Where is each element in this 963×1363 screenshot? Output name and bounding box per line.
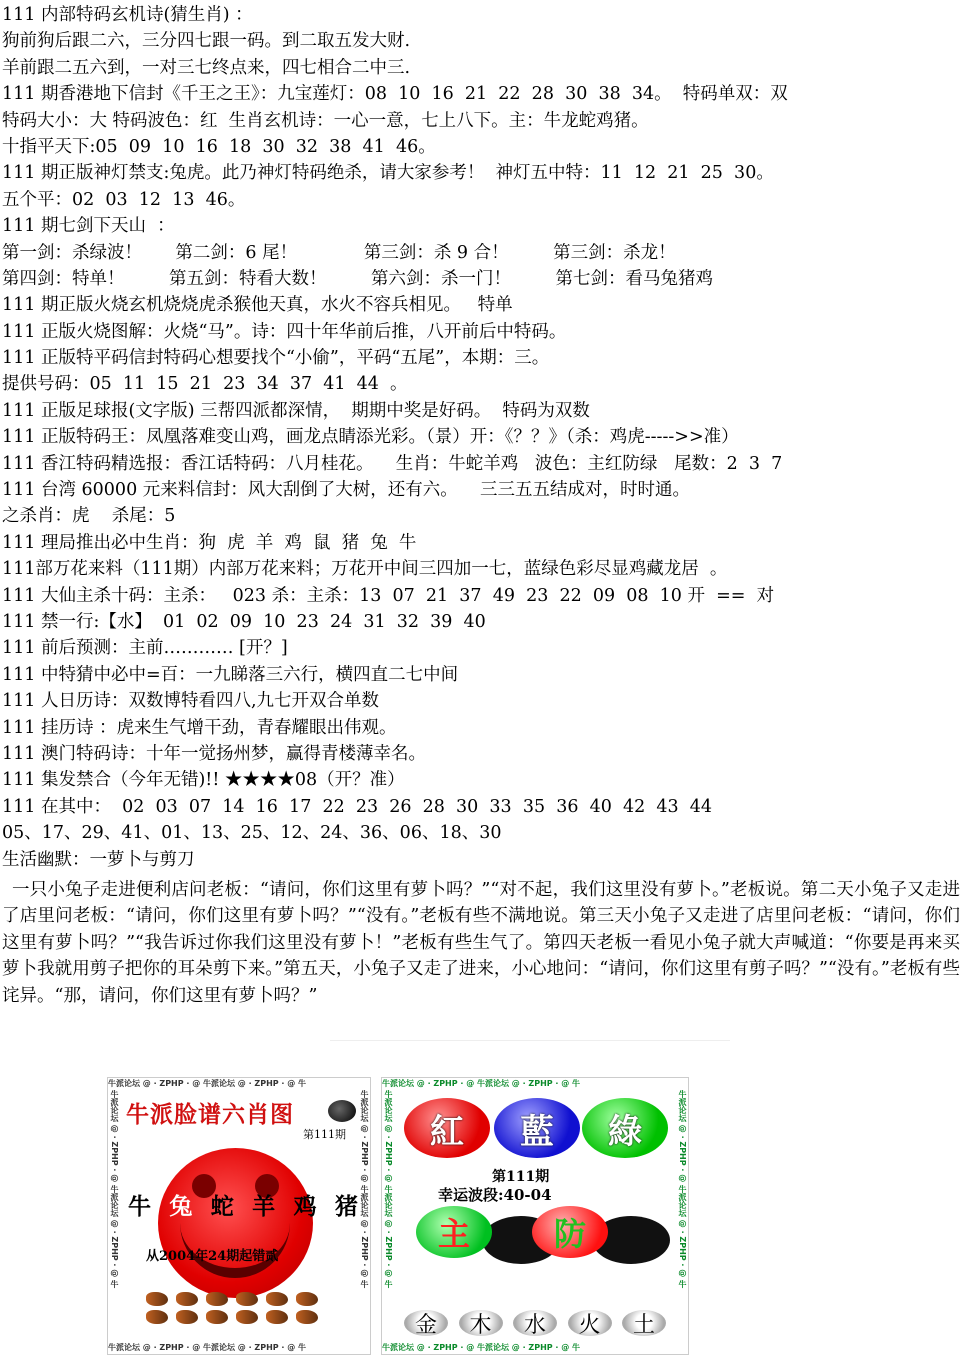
main-ball: 主 [416, 1206, 492, 1258]
animal-icons [146, 1292, 326, 1324]
animal-icon [296, 1310, 318, 1324]
zodiac-item: 蛇 [210, 1193, 234, 1220]
article-text [2, 2, 960, 873]
text-line: 111 大仙主杀十码：主杀： 023 杀：主杀：13 07 21 37 49 23 22 09 08 10 开 == 对 [2, 585, 775, 606]
zodiac-face-image [107, 1077, 371, 1355]
text-line: 111 期七剑下天山 ： [2, 216, 175, 237]
animal-icon [296, 1292, 318, 1306]
zodiac-item: 牛 [128, 1193, 151, 1220]
lucky-band: 幸运波段:40-04 [438, 1186, 552, 1204]
panel-title: 牛派脸谱六肖图 [126, 1102, 294, 1128]
text-line: 五个平：02 03 12 13 46。 [2, 189, 246, 210]
text-line: 111部万花来料（111期）内部万花来料；万花开中间三四加一七，蓝绿色彩尽显鸡藏龙居 。 [2, 559, 728, 580]
border-watermark-bottom: 牛派论坛 @ · ZPHP · @ 牛派论坛 @ · ZPHP · @ 牛 [382, 1343, 581, 1352]
text-line: 第一剑：杀绿波！ 第二剑：6 尾！ 第三剑：杀 9 合！ 第三剑：杀龙！ [2, 242, 676, 263]
text-line: 111 期正版火烧玄机烧烧虎杀猴他天真，水火不容兵相见。 特单 [2, 295, 513, 316]
text-line: 05、17、29、41、01、13、25、12、24、36、06、18、30 [2, 823, 502, 844]
text-line: 111 集发禁合（今年无错)!! ★★★★08（开？准） [2, 770, 405, 791]
animal-icon [236, 1292, 258, 1306]
joke-paragraph [2, 877, 960, 1009]
animal-icon [176, 1310, 198, 1324]
text-line: 十指平天下:05 09 10 16 18 30 32 38 41 46。 [2, 136, 436, 157]
five-elements [404, 1310, 666, 1336]
element-ball: 火 [568, 1310, 612, 1336]
border-watermark-right: 牛派论坛 @ · ZPHP · @ 牛派论坛 @ · ZPHP · @ 牛 [678, 1090, 687, 1289]
period-label: 第111期 [303, 1128, 346, 1141]
text-line: 111 在其中： 02 03 07 14 16 17 22 23 26 28 30 33 35 36 40 42 43 44 [2, 796, 713, 817]
zodiac-item: 羊 [252, 1193, 276, 1220]
black-ball-icon [328, 1100, 356, 1122]
text-line: 111 正版足球报(文字版) 三帮四派都深情， 期期中奖是好码。 特码为双数 [2, 400, 590, 421]
text-line: 111 香江特码精选报：香江话特码：八月桂花。 生肖：牛蛇羊鸡 波色：主红防绿 尾数：2 3 7 [2, 453, 783, 474]
text-line: 提供号码：05 11 15 21 23 34 37 41 44 。 [2, 374, 408, 395]
zodiac-list [128, 1188, 358, 1221]
text-line: 羊前跟二五六到，一对三七终点来，四七相合二中三. [2, 57, 411, 78]
text-line: 111 澳门特码诗：十年一觉扬州梦，赢得青楼薄幸名。 [2, 743, 426, 764]
text-line: 111 挂历诗 ：虎来生气增干劲，青春耀眼出伟观。 [2, 717, 397, 738]
text-line: 111 期香港地下信封《千王之王》：九宝莲灯：08 10 16 21 22 28 30 38 34。 特码单双：双 [2, 84, 788, 105]
border-watermark-top: 牛派论坛 @ · ZPHP · @ 牛派论坛 @ · ZPHP · @ 牛 [382, 1079, 581, 1088]
text-line: 111 期正版神灯禁支:兔虎。此乃神灯特码绝杀，请大家参考！ 神灯五中特：11 12 21 25 30。 [2, 163, 774, 184]
zodiac-item: 猪 [334, 1193, 358, 1220]
border-watermark-right: 牛派论坛 @ · ZPHP · @ 牛派论坛 @ · ZPHP · @ 牛 [360, 1090, 369, 1289]
joke-text: 一只小兔子走进便利店问老板：“请问，你们这里有萝卜吗？”“对不起，我们这里没有萝卜。”老板说。第二天小兔子又走进了店里问老板：“请问，你们这里有萝卜吗？”“没有。”老板有些不满地说。第三天小兔子又走进了店里问老板：“请问，你们这里有萝卜吗？”“我告诉过你我们这里没有萝卜！”老板有些生气了。第四天老板一看见小兔子就大声喊道：“你要是再来买萝卜我就用剪子把你的耳朵剪下来。”第五天，小兔子又走了进来，小心地问：“请问，你们这里有剪子吗？”“没有。”老板有些诧异。“那，请问，你们这里有萝卜吗？” [2, 880, 960, 1006]
element-ball: 土 [622, 1310, 666, 1336]
text-line: 狗前狗后跟二六，三分四七跟一码。到二取五发大财. [2, 31, 411, 52]
border-watermark-bottom: 牛派论坛 @ · ZPHP · @ 牛派论坛 @ · ZPHP · @ 牛 [108, 1343, 307, 1352]
divider [330, 1040, 730, 1041]
text-line: 111 正版特码王：凤凰落难变山鸡，画龙点睛添光彩。（景）开：《？？》（杀：鸡虎----->>准） [2, 427, 739, 448]
since-note: 从2004年24期起错贰 [146, 1249, 279, 1264]
text-line: 第四剑：特单！ 第五剑：特看大数！ 第六剑：杀一门！ 第七剑：看马兔猪鸡 [2, 268, 714, 289]
animal-icon [206, 1292, 228, 1306]
element-ball: 水 [513, 1310, 557, 1336]
zodiac-item: 兔 [169, 1193, 193, 1220]
animal-icon [146, 1310, 168, 1324]
smiley-face [158, 1148, 313, 1298]
text-line: 111 人日历诗：双数博特看四八,九七开双合单数 [2, 691, 380, 712]
text-line: 111 理局推出必中生肖：狗 虎 羊 鸡 鼠 猪 兔 牛 [2, 532, 417, 553]
animal-icon [266, 1292, 288, 1306]
text-line: 111 正版特平码信封特码心想要找个“小偷”，平码“五尾”，本期：三。 [2, 348, 550, 369]
text-line: 特码大小：大 特码波色：红 生肖玄机诗：一心一意，七上八下。主：牛龙蛇鸡猪。 [2, 110, 649, 131]
guard-ball: 防 [532, 1206, 608, 1258]
animal-icon [146, 1292, 168, 1306]
border-watermark-top: 牛派论坛 @ · ZPHP · @ 牛派论坛 @ · ZPHP · @ 牛 [108, 1079, 307, 1088]
text-line: 111 前后预测：主前………… [开？] [2, 638, 288, 659]
text-line: 111 台湾 60000 元来料信封：风大刮倒了大树，还有六。 三三五五结成对，时时通。 [2, 480, 691, 501]
text-line: 生活幽默：一萝卜与剪刀 [2, 849, 195, 870]
border-watermark-left: 牛派论坛 @ · ZPHP · @ 牛派论坛 @ · ZPHP · @ 牛 [384, 1090, 393, 1289]
animal-icon [236, 1310, 258, 1324]
text-line: 111 正版火烧图解：火烧“马”。诗：四十年华前后推，八开前后中特码。 [2, 321, 567, 342]
text-line: 111 禁一行:【水】 01 02 09 10 23 24 31 32 39 40 [2, 611, 486, 632]
text-line: 之杀肖：虎 杀尾：5 [2, 506, 176, 527]
element-ball: 金 [404, 1310, 448, 1336]
blue-ball: 藍 [494, 1098, 580, 1158]
text-line: 111 内部特码玄机诗(猜生肖) ： [2, 5, 253, 25]
element-ball: 木 [459, 1310, 503, 1336]
green-ball: 綠 [582, 1098, 668, 1158]
color-wave-image [381, 1077, 689, 1355]
animal-icon [176, 1292, 198, 1306]
animal-icon [266, 1310, 288, 1324]
animal-icon [206, 1310, 228, 1324]
zodiac-item: 鸡 [293, 1193, 317, 1220]
border-watermark-left: 牛派论坛 @ · ZPHP · @ 牛派论坛 @ · ZPHP · @ 牛 [110, 1090, 119, 1289]
red-ball: 紅 [404, 1098, 490, 1158]
period-label: 第111期 [492, 1169, 550, 1185]
text-line: 111 中特猜中必中=百：一九睇落三六行，横四直二七中间 [2, 664, 459, 685]
